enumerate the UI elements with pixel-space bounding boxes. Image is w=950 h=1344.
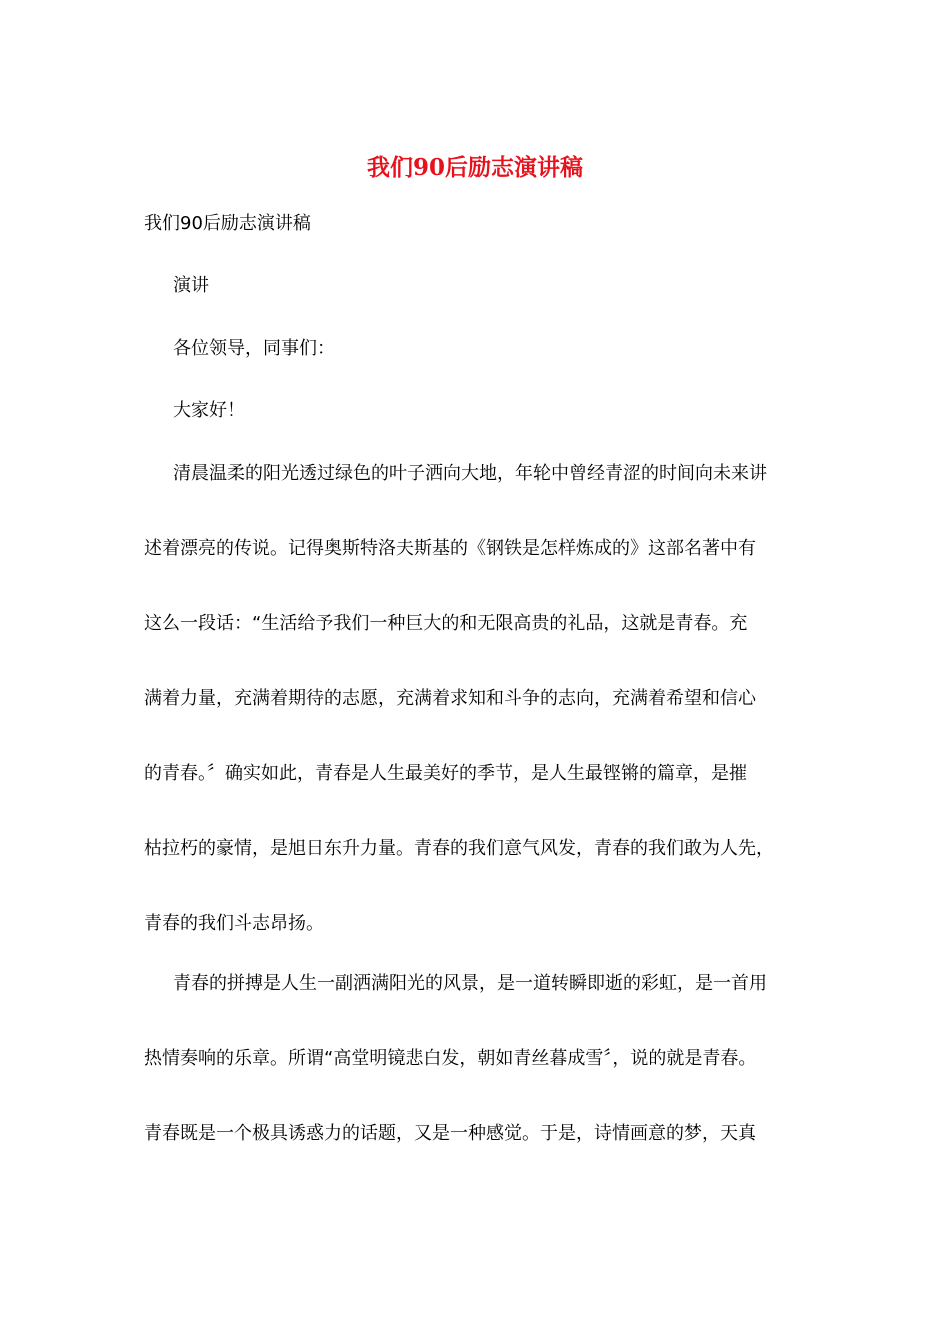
paragraph-line: 这么一段话：“生活给予我们一种巨大的和无限高贵的礼品，这就是青春。充 [144,613,748,634]
paragraph-line: 的青春。〞确实如此，青春是人生最美好的季节，是人生最铿锵的篇章，是摧 [144,763,747,784]
paragraph-line: 清晨温柔的阳光透过绿色的叶子洒向大地，年轮中曾经青涩的时间向未来讲 [173,463,767,484]
paragraph-line: 青春的我们斗志昂扬。 [144,913,324,934]
paragraph-1 [144,436,808,961]
paragraph-2 [144,946,808,1171]
paragraph-line: 述着漂亮的传说。记得奥斯特洛夫斯基的《钢铁是怎样炼成的》这部名著中有 [144,538,756,559]
paragraph-line: 满着力量，充满着期待的志愿，充满着求知和斗争的志向，充满着希望和信心 [144,688,756,709]
hello-line: 大家好！ [173,400,245,421]
speech-label: 演讲 [173,275,209,296]
paragraph-line: 热情奏响的乐章。所谓“高堂明镜悲白发，朝如青丝暮成雪〞，说的就是青春。 [144,1048,757,1069]
paragraph-line: 枯拉朽的豪情，是旭日东升力量。青春的我们意气风发，青春的我们敢为人先， [144,838,774,859]
paragraph-line: 青春既是一个极具诱惑力的话题，又是一种感觉。于是，诗情画意的梦，天真 [144,1123,756,1144]
paragraph-line: 青春的拼搏是人生一副洒满阳光的风景，是一道转瞬即逝的彩虹，是一首用 [173,973,767,994]
document-subtitle: 我们90后励志演讲稿 [144,213,311,234]
greeting-line: 各位领导，同事们： [173,338,335,359]
document-title: 我们90后励志演讲稿 [366,154,583,181]
